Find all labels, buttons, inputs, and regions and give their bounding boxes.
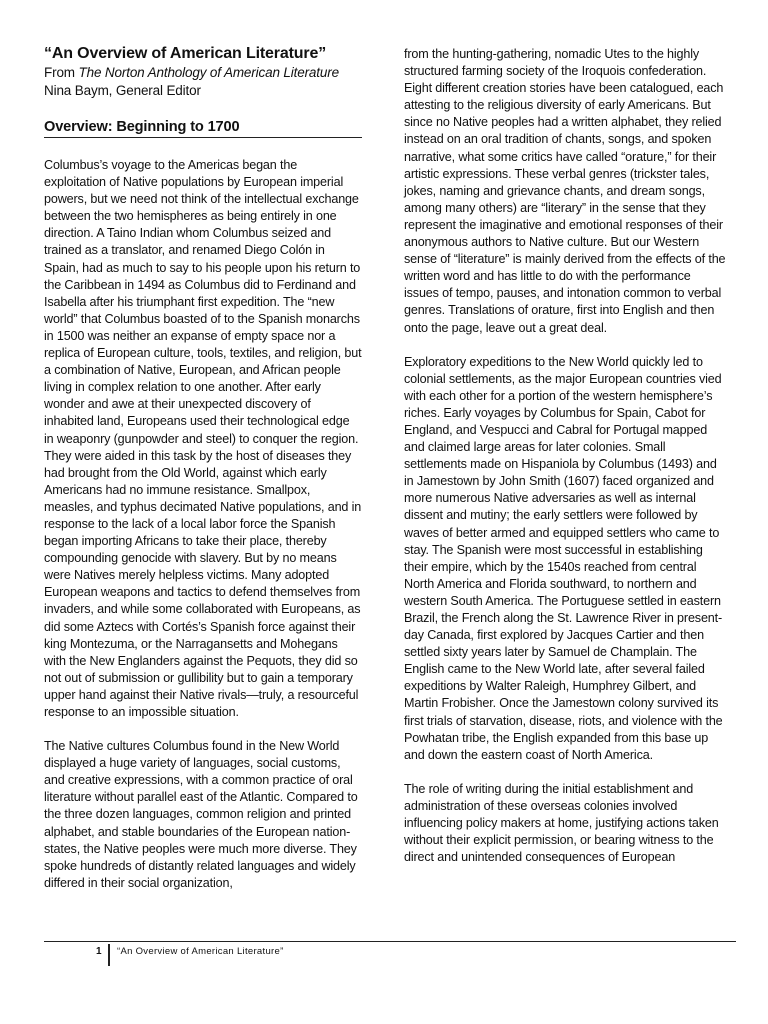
paragraph: The role of writing during the initial establishment and administration of these overseas colonies involved influencing policy makers at home, justifying actions taken without their explicit permission, or bearing witness to the direct and unintended consequences of European [404, 781, 719, 865]
document-editor: Nina Baym, General Editor [44, 83, 201, 98]
document-source [44, 64, 362, 82]
paragraph: Exploratory expeditions to the New World quickly led to colonial settlements, as the major European countries vied with each other for a portion of the western hemisphere’s riches. Early voyages by Columbus for Spain, Cabot for England, and Vespucci and Cabral for Portugal mapped and claimed large areas for later colonies. Small settlements made on Hispaniola by Columbus (1493) and in Jamestown by John Smith (1607) faced organized and more numerous Native adversaries as well as internal dissent and mutiny; the early settlers were followed by waves of better armed and equipped settlers who came to stay. The Spanish were most successful in establishing their empire, which by the 1540s reached from central North America and Florida southward, to northern and western South America. The Portuguese settled in eastern Brazil, the French along the St. Lawrence River in present-day Canada, first explored by Jacques Cartier and then settled sixty years later by Samuel de Champlain. The English came to the New World late, after several failed expeditions by Walter Raleigh, Humphrey Gilbert, and Martin Frobisher. Once the Jamestown colony survived its first trials of starvation, disease, riots, and violence with the Powhatan tribe, the English expanded from this base up and down the eastern coast of North America. [404, 354, 723, 762]
paragraph: from the hunting-gathering, nomadic Utes to the highly structured farming society of the Iroquois confederation. Eight different creation stories have been catalogued, each attesting to the religious diversity of early Americans. But since no Native peoples had a written alphabet, they relied instead on an oral tradition of chants, songs, and spoken narrative, what some critics have called “orature,” for their artistic expressions. These verbal genres (trickster tales, jokes, naming and grievance chants, and dream songs, among many others) are “literary” in the sense that they represent the imaginative and emotional responses of their anonymous authors to Native culture. But our Western sense of “literature” is mainly derived from the effects of the written word and has little to do with the performance issues of tempo, pauses, and intonation common to verbal genres. Translations of orature, first into English and then onto the page, leave out a great deal. [404, 47, 726, 335]
footer-separator-bar [108, 944, 110, 966]
paragraph: Columbus’s voyage to the Americas began the exploitation of Native populations by European imperial powers, but we need not think of the intellectual exchange between the two hemispheres as being entirely in one direction. A Taino Indian whom Columbus seized and trained as a translator, and renamed Diego Colón in Spain, had as much to say to his people upon his return to the Caribbean in 1494 as Columbus did to Ferdinand and Isabella after his triumphant first expedition. The “new world” that Columbus boasted of to the Spanish monarchs in 1500 was neither an expanse of empty space nor a replica of European culture, tools, textiles, and religion, but a combination of Native, European, and African people living in complex relation to one another. After early wonder and awe at their unexpected discovery of inhabited land, Europeans used their technological edge in weaponry (gunpowder and steel) to conquer the region. They were aided in this task by the host of diseases they had brought from the Old World, against which early Americans had no immune resistance. Smallpox, measles, and typhus decimated Native populations, and in response to the lack of a local labor force the Spanish began importing Africans to take their place, thereby compounding genocide with slavery. But by no means were Natives merely helpless victims. Many adopted European weapons and tactics to defend themselves from invaders, and while some collaborated with Europeans, as did some Aztecs with Cortés’s Spanish force against their king Montezuma, or the Narragansetts and Mohegans with the New Englanders against the Pequots, they did so not out of submission or gullibility but to gain a temporary upper hand against their Native rivals—truly, a resourceful response to an impossible situation. [44, 158, 362, 719]
source-book-title: The Norton Anthology of American Literature [78, 65, 339, 80]
footer-running-title: “An Overview of American Literature” [117, 946, 284, 957]
paragraph: The Native cultures Columbus found in the New World displayed a huge variety of languages, social customs, and creative expressions, with a common practice of oral literature without parallel east of the Atlantic. Compared to the three dozen languages, common religion and printed alphabet, and stable boundaries of the European nation-states, the Native peoples were much more diverse. They spoke hundreds of distantly related languages and widely differed in their social organization, [44, 739, 358, 890]
page-number: 1 [96, 946, 102, 957]
left-column [44, 44, 362, 892]
right-column [404, 46, 726, 866]
document-title: “An Overview of American Literature” [44, 45, 327, 62]
section-heading: Overview: Beginning to 1700 [44, 118, 362, 138]
footer-divider [44, 941, 736, 942]
source-prefix: From [44, 65, 79, 80]
